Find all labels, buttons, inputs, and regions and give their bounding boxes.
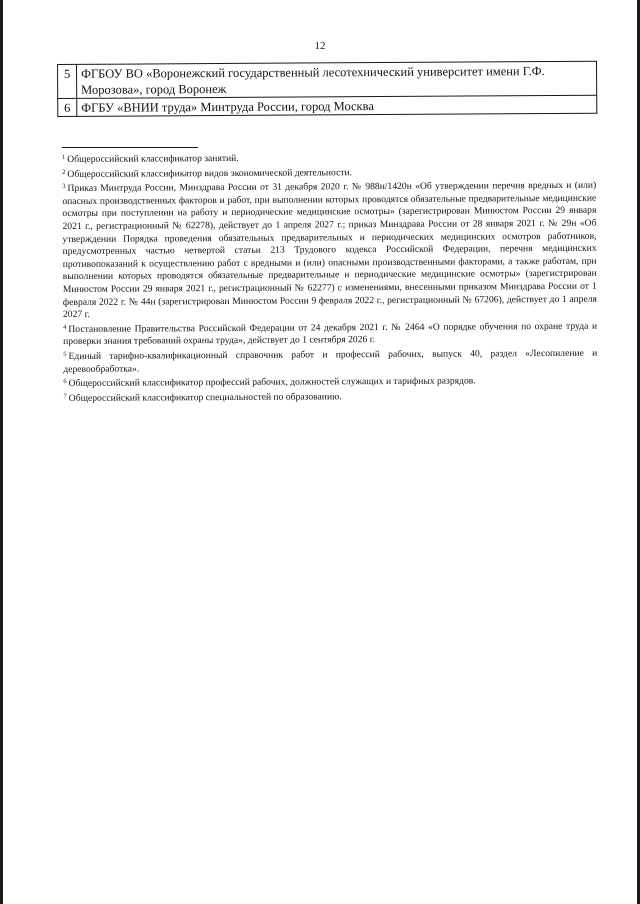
footnote-marker: 4: [63, 323, 67, 331]
footnote-marker: 5: [63, 350, 67, 358]
footnote: [62, 178, 597, 322]
organization-name: ФГБОУ ВО «Воронежский государственный лесотехнический университет имени Г.Ф. Морозова», город Воронеж: [77, 61, 597, 98]
footnote-text: Общероссийский классификатор специальностей по образованию.: [68, 390, 342, 404]
footnote: [63, 387, 597, 405]
footnote-marker: 1: [62, 153, 66, 161]
page-number: 12: [314, 40, 326, 52]
footnote-text: Общероссийский классификатор видов экономической деятельности.: [67, 166, 353, 180]
row-number: 5: [58, 64, 77, 98]
scan-left-edge: [0, 0, 3, 904]
footnotes: [62, 149, 598, 406]
footnote-text: Постановление Правительства Российской Федерации от 24 декабря 2021 г. № 2464 «О порядке обучения по охране труда и проверки знания требований охраны труда», действует до 1 сентября 2026 г.: [63, 320, 598, 348]
footnote: [63, 346, 597, 376]
organizations-table: [57, 61, 597, 117]
row-number: 6: [58, 98, 77, 116]
footnote-text: Единый тарифно-квалификационный справочник работ и профессий рабочих, выпуск 40, раздел «Лесопиление и деревообработка».: [63, 347, 598, 375]
footnote-separator: [62, 147, 198, 148]
footnote-marker: 2: [62, 168, 66, 176]
footnote-text: Общероссийский классификатор занятий.: [67, 152, 239, 165]
footnote-marker: 6: [63, 378, 67, 386]
footnote-marker: 3: [62, 183, 66, 191]
footnote-text: Приказ Минтруда России, Минздрава России от 31 декабря 2020 г. № 988н/1420н «Об утверждении перечня вредных и (или) опасных производственных факторов и работ, при выполнении которых проводятся обязательные предварительные медицинские осмотры при поступлении на работу и периодические медицинские осмотры» (зарегистрирован Минюстом России 29 января 2021 г., регистрационный № 62278), действует до 1 апреля 2027 г.; приказ Минздрава России от 28 января 2021 г. № 29н «Об утверждении Порядка проведения обязательных предварительных и периодических медицинских осмотров работников, предусмотренных частью четвертой статьи 213 Трудового кодекса Российской Федерации, перечня медицинских противопоказаний к осуществлению работ с вредными и (или) опасными производственными факторами, а также работам, при выполнении которых проводятся обязательные предварительные и периодические медицинские осмотры» (зарегистрирован Минюстом России 29 января 2021 г., регистрационный № 62277) с изменениями, внесенными приказом Минздрава России от 1 февраля 2022 г. № 44н (зарегистрирован Минюстом России 9 февраля 2022 г., регистрационный № 67206), действует до 1 апреля 2027 г.: [62, 179, 597, 321]
organization-name: ФГБУ «ВНИИ труда» Минтруда России, город Москва: [77, 95, 597, 116]
table-row: [58, 95, 597, 116]
footnote-text: Общероссийский классификатор профессий рабочих, должностей служащих и тарифных разрядов.: [68, 375, 476, 390]
footnote-marker: 7: [63, 392, 67, 400]
table-row: [58, 61, 597, 98]
footnote: [63, 318, 597, 348]
